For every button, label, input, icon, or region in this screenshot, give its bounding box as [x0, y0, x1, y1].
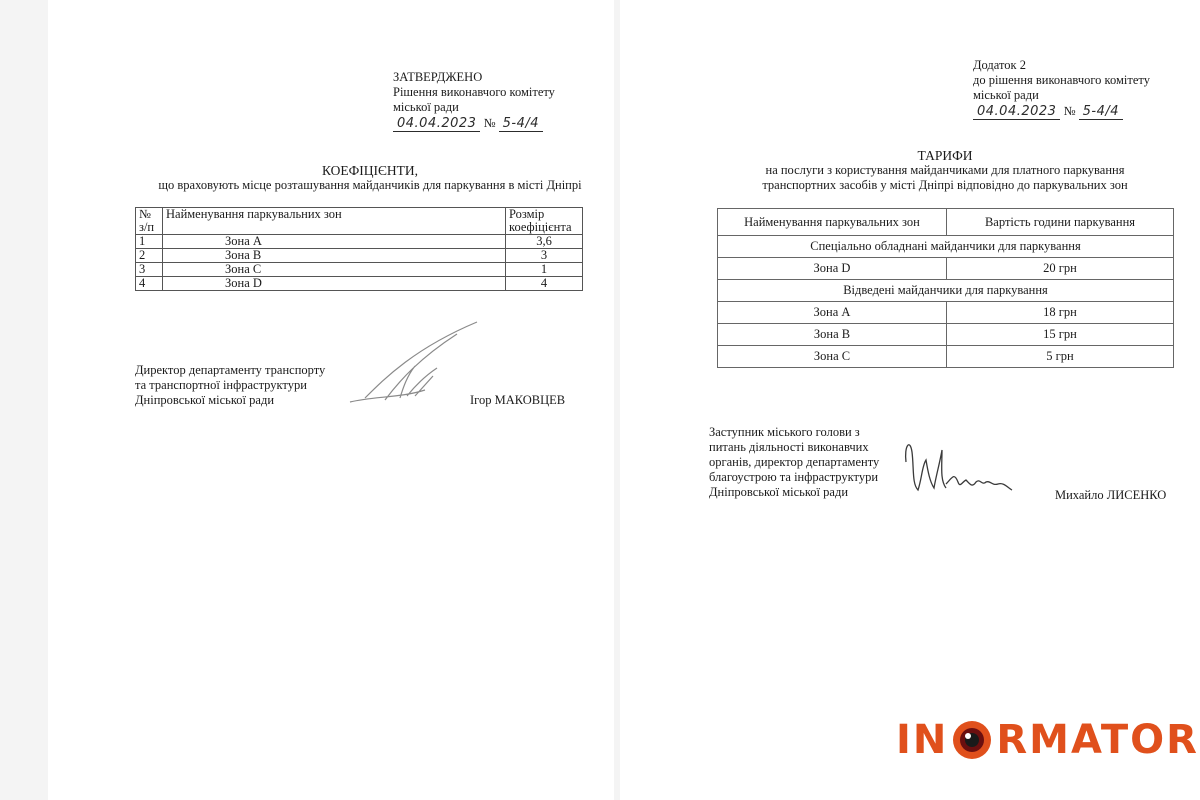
signature-makovtsev [345, 318, 485, 408]
signatory-line-5: Дніпровської міської ради [709, 485, 849, 499]
table-row [718, 258, 1174, 280]
tariffs-subtitle-line2: транспортних засобів у місті Дніпрі відповідно до паркувальних зон [762, 178, 1128, 192]
decision-line-2: міської ради [973, 88, 1039, 102]
row-zone: Зона А [718, 302, 947, 324]
table-row [136, 249, 583, 263]
appendix-label: Додаток 2 [973, 58, 1026, 72]
row-coefficient: 3,6 [506, 235, 583, 249]
number-prefix: № [1063, 104, 1076, 118]
table-header-row [718, 209, 1174, 236]
logo-eye-icon [951, 719, 993, 761]
table-header-row [136, 208, 583, 235]
tariffs-subtitle-line1: на послуги з користування майданчиками для платного паркування [765, 163, 1125, 177]
approval-date: 04.04.2023 [393, 116, 480, 132]
row-zone: Зона В [163, 249, 506, 263]
signatory-line-1: Директор департаменту транспорту [135, 363, 326, 377]
appendix-number: 5-4/4 [1079, 104, 1123, 120]
signature-lysenko [900, 432, 1015, 497]
table-row [136, 263, 583, 277]
signatory-line-2: та транспортної інфраструктури [135, 378, 307, 392]
row-num: 2 [136, 249, 163, 263]
approved-label: ЗАТВЕРДЖЕНО [393, 70, 483, 84]
section-assigned-lots: Відведені майданчики для паркування [718, 280, 1174, 302]
col-value-header-line1: Розмір [509, 207, 545, 221]
col-name-header: Найменування паркувальних зон [163, 208, 506, 235]
signatory-line-2: питань діяльності виконавчих [709, 440, 869, 454]
decision-line-1: Рішення виконавчого комітету [393, 85, 555, 99]
appendix-date: 04.04.2023 [973, 104, 1060, 120]
signatory-line-4: благоустрою та інфраструктури [709, 470, 879, 484]
row-zone: Зона С [163, 263, 506, 277]
approval-number: 5-4/4 [499, 116, 543, 132]
left-signatory-name: Ігор МАКОВЦЕВ [470, 393, 566, 407]
right-signatory-block [709, 425, 879, 500]
table-row [718, 324, 1174, 346]
coefficients-table-wrap [135, 207, 583, 291]
section-row [718, 280, 1174, 302]
signatory-line-1: Заступник міського голови з [709, 425, 860, 439]
row-zone: Зона D [718, 258, 947, 280]
row-zone: Зона А [163, 235, 506, 249]
col-value-header [506, 208, 583, 235]
right-document-page [620, 0, 1200, 800]
table-row [136, 277, 583, 291]
coefficients-table [135, 207, 583, 291]
decision-line-2: міської ради [393, 100, 459, 114]
table-row [136, 235, 583, 249]
col-price-header: Вартість години паркування [947, 209, 1174, 236]
col-value-header-line2: коефіцієнта [509, 220, 572, 234]
logo-text-after: RMATOR [996, 717, 1199, 763]
row-zone: Зона D [163, 277, 506, 291]
section-row [718, 236, 1174, 258]
table-row [718, 346, 1174, 368]
row-num: 1 [136, 235, 163, 249]
row-zone: Зона С [718, 346, 947, 368]
left-signatory-block [135, 363, 325, 408]
tariffs-table-wrap [717, 208, 1174, 368]
row-num: 3 [136, 263, 163, 277]
row-coefficient: 3 [506, 249, 583, 263]
row-price: 20 грн [947, 258, 1174, 280]
decision-line-1: до рішення виконавчого комітету [973, 73, 1150, 87]
row-zone: Зона В [718, 324, 947, 346]
col-num-header-line1: № [139, 207, 151, 221]
table-row [718, 302, 1174, 324]
row-num: 4 [136, 277, 163, 291]
right-signatory-name: Михайло ЛИСЕНКО [1055, 488, 1167, 502]
coefficients-subtitle: що враховують місце розташування майданчиків для паркування в місті Дніпрі [158, 178, 582, 192]
col-num-header [136, 208, 163, 235]
section-equipped-lots: Спеціально обладнані майданчики для паркування [718, 236, 1174, 258]
tariffs-title: ТАРИФИ [917, 148, 973, 163]
row-price: 18 грн [947, 302, 1174, 324]
number-prefix: № [483, 116, 496, 130]
logo-text-before: IN [896, 717, 949, 763]
appendix-block [973, 58, 1150, 120]
col-num-header-line2: з/п [139, 220, 155, 234]
row-coefficient: 4 [506, 277, 583, 291]
row-price: 5 грн [947, 346, 1174, 368]
row-coefficient: 1 [506, 263, 583, 277]
coefficients-title: КОЕФІЦІЄНТИ, [321, 163, 419, 178]
tariffs-table [717, 208, 1174, 368]
col-zone-header: Найменування паркувальних зон [718, 209, 947, 236]
row-price: 15 грн [947, 324, 1174, 346]
approval-block [393, 70, 555, 132]
informator-logo [896, 716, 1199, 764]
signatory-line-3: Дніпровської міської ради [135, 393, 275, 407]
signatory-line-3: органів, директор департаменту [709, 455, 880, 469]
